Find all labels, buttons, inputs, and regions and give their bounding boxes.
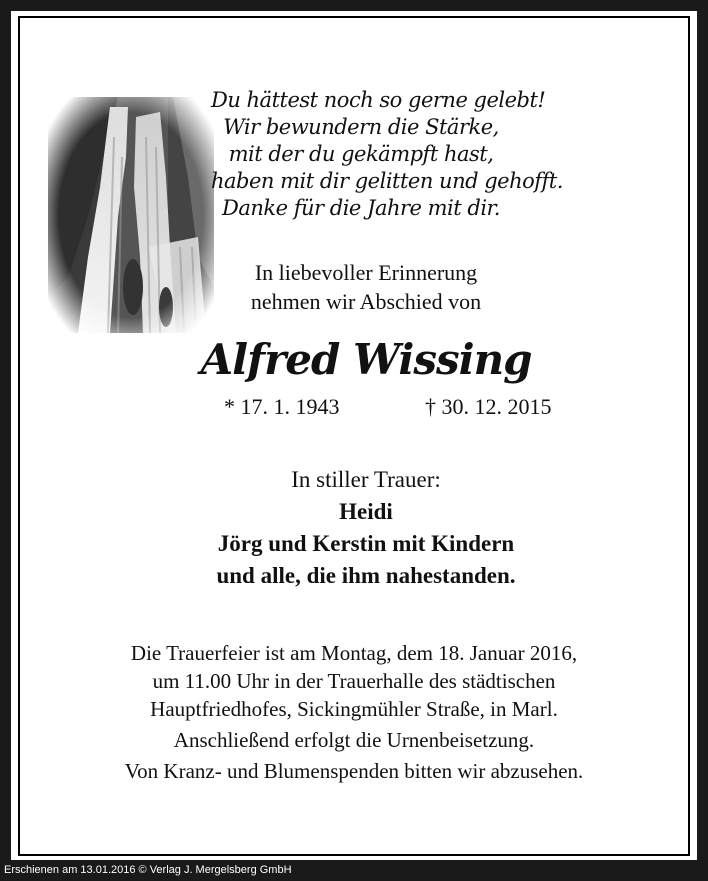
mourners-block xyxy=(151,464,581,592)
service-info xyxy=(31,639,677,785)
mourner-line: Heidi xyxy=(339,499,393,524)
service-info-line: Von Kranz- und Blumenspenden bitten wir abzusehen. xyxy=(124,759,584,783)
service-info-line: um 11.00 Uhr in der Trauerhalle des städtischen xyxy=(152,669,556,693)
waterfall-image xyxy=(48,97,214,333)
poem-line: haben mit dir gelitten und gehofft. xyxy=(211,169,563,193)
poem-line: Danke für die Jahre mit dir. xyxy=(222,196,500,220)
mourner-line: und alle, die ihm nahestanden. xyxy=(216,563,516,588)
poem xyxy=(211,87,563,222)
birth-date: * 17. 1. 1943 xyxy=(224,394,340,419)
service-info-line: Die Trauerfeier ist am Montag, dem 18. Januar 2016, xyxy=(130,641,578,665)
obituary-card xyxy=(11,11,697,860)
intro-line: In liebevoller Erinnerung xyxy=(254,260,478,285)
mourner-line: Jörg und Kerstin mit Kindern xyxy=(217,531,515,556)
service-info-line: Anschließend erfolgt die Urnenbeisetzung. xyxy=(173,728,535,752)
publication-footer: Erschienen am 13.01.2016 © Verlag J. Mergelsberg GmbH xyxy=(4,864,292,876)
poem-line: Du hättest noch so gerne gelebt! xyxy=(211,88,546,112)
service-info-line: Hauptfriedhofes, Sickingmühler Straße, in Marl. xyxy=(150,697,558,721)
intro-text xyxy=(201,258,531,316)
poem-line: mit der du gekämpft hast, xyxy=(228,142,494,166)
deceased-name: Alfred Wissing xyxy=(200,335,532,384)
mourning-lead: In stiller Trauer: xyxy=(291,467,441,492)
death-date: † 30. 12. 2015 xyxy=(425,394,552,419)
poem-line: Wir bewundern die Stärke, xyxy=(223,115,499,139)
intro-line: nehmen wir Abschied von xyxy=(250,289,482,314)
